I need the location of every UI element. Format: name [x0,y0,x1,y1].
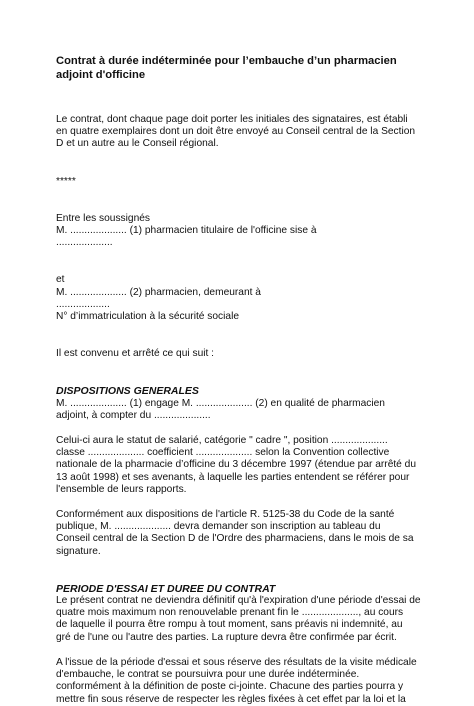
parties-intro: Entre les soussignés [56,212,151,224]
text-line: d'embauche, le contrat se poursuivra pour une durée indéterminée. [56,669,360,681]
paragraph [56,595,424,644]
text-line: nationale de la pharmacie d’officine du 3 décembre 1997 (étendue par arrêté du [56,459,417,471]
text-line: signature. [56,545,101,557]
paragraph [56,398,424,422]
title-line: Contrat à durée indéterminée pour l’embauche d’un pharmacien [56,55,397,67]
text-line: 13 août 1998) et ses avenants, à laquelle les parties entendent se référer pour [56,471,410,483]
text-line: Conseil central de la Section D de l'Ordre des pharmaciens, dans le mois de sa [56,533,414,545]
text-line: gré de l'une ou l'autre des parties. La rupture devra être confirmée par écrit. [56,631,397,643]
text-line: classe .................... coefficient .................... selon la Convention collective [56,447,390,459]
agreement-statement: Il est convenu et arrêté ce qui suit : [56,348,214,360]
text-line: Le contrat, dont chaque page doit porter les initiales des signataires, est établi [56,114,408,125]
text-line: publique, M. .................... devra demander son inscription au tableau du [56,521,381,533]
text-line: A l'issue de la période d'essai et sous réserve des résultats de la visite médicale [56,656,417,668]
section-heading: PERIODE D'ESSAI ET DUREE DU CONTRAT [56,582,276,595]
text-line: conformément à la définition de poste ci-jointe. Chacune des parties pourra y [56,681,404,693]
text-line: M. .................... (2) pharmacien, demeurant à [56,286,261,298]
section-heading: DISPOSITIONS GENERALES [56,385,199,398]
document-title [56,54,424,82]
text-line: quatre mois maximum non renouvelable prenant fin le ...................., au cours [56,607,404,619]
text-line: Le présent contrat ne deviendra définitif qu'à l'expiration d'une période d'essai de [56,595,421,607]
text-line: N° d’immatriculation à la sécurité sociale [56,311,239,323]
section-periode-essai [56,583,424,706]
text-line: D et un autre au le Conseil régional. [56,138,219,150]
separator: ***** [56,175,76,187]
text-line: Conformément aux dispositions de l'article R. 5125-38 du Code de la santé [56,509,395,521]
paragraph [56,435,424,496]
intro-paragraph [56,114,424,151]
text-line: l'ensemble de leurs rapports. [56,483,187,495]
paragraph [56,657,424,706]
text-line: M. .................... (1) engage M. .................... (2) en qualité de pharmacien [56,397,385,409]
text-line: Celui-ci aura le statut de salarié, catégorie " cadre ", position .................... [56,435,388,447]
text-line: de laquelle il pourra être rompu à tout moment, sans préavis ni indemnité, au [56,619,403,631]
text-line: adjoint, à compter du .................... [56,409,211,421]
paragraph [56,509,424,558]
conjunction-et: et [56,274,65,286]
title-line: adjoint d'officine [56,69,146,81]
party-1 [56,225,424,249]
section-dispositions-generales [56,385,424,557]
document-body [56,54,424,706]
text-line: M. .................... (1) pharmacien titulaire de l'officine sise à [56,225,317,237]
party-2 [56,287,424,324]
text-line: ................... [56,298,110,310]
text-line: mettre fin sous réserve de respecter les règles fixées à cet effet par la loi et la [56,693,406,705]
text-line: .................... [56,237,113,249]
text-line: en quatre exemplaires dont un doit être envoyé au Conseil central de la Section [56,126,416,138]
